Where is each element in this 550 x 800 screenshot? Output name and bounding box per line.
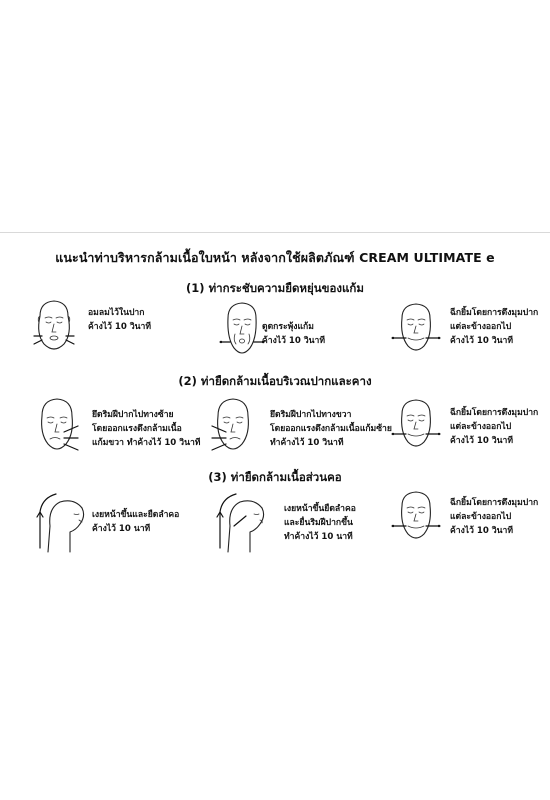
- caption-line: ค้างไว้ 10 วินาที: [88, 322, 152, 332]
- caption-line: ค้างไว้ 10 วินาที: [450, 436, 514, 446]
- face-wide-smile-icon: [388, 396, 444, 454]
- section-heading-neck: (3) ท่ายืดกล้ามเนื้อส่วนคอ: [208, 470, 342, 484]
- face-sucked-cheeks-icon: [218, 298, 266, 362]
- bottom-blank-band: [0, 566, 550, 800]
- caption-line: อมลมไว้ในปาก: [88, 308, 145, 318]
- caption-puffed-cheeks: [88, 306, 151, 334]
- caption-line: ยึดริมฝีปากไปทางซ้าย: [92, 410, 174, 420]
- caption-line: ฉีกยิ้มโดยการดึงมุมปาก: [450, 408, 539, 418]
- page-title: แนะนำท่าบริหารกล้ามเนื้อใบหน้า หลังจากใช้ผลิตภัณฑ์ CREAM ULTIMATE e: [55, 250, 495, 265]
- caption-tilt-pout: [284, 502, 356, 544]
- caption-line: ค้างไว้ 10 วินาที: [450, 336, 514, 346]
- caption-line: ค้างไว้ 10 วินาที: [450, 526, 514, 536]
- caption-line: เงยหน้าขึ้นยืดลำคอ: [284, 504, 356, 514]
- caption-line: เงยหน้าขึ้นและยืดลำคอ: [92, 510, 180, 520]
- section-heading-cheeks: (1) ท่ากระชับความยืดหยุ่นของแก้ม: [186, 281, 364, 295]
- caption-line: แต่ละข้างออกไป: [450, 512, 512, 522]
- caption-line: และยื่นริมฝีปากขึ้น: [284, 518, 353, 528]
- face-mouth-left-icon: [30, 394, 84, 458]
- head-tilt-back-icon: [30, 490, 90, 554]
- caption-line: ฉีกยิ้มโดยการดึงมุมปาก: [450, 498, 539, 508]
- caption-line: ทำค้างไว้ 10 นาที: [284, 532, 353, 542]
- caption-mouth-right: [270, 408, 392, 450]
- caption-line: ค้างไว้ 10 วินาที: [262, 336, 326, 346]
- top-blank-band: [0, 0, 550, 232]
- caption-wide-smile-2: [450, 406, 538, 448]
- head-tilt-pout-icon: [210, 490, 270, 554]
- caption-sucked-cheeks: [262, 320, 325, 348]
- face-mouth-right-icon: [206, 394, 260, 458]
- caption-line: ยึดริมฝีปากไปทางขวา: [270, 410, 352, 420]
- caption-line: แต่ละข้างออกไป: [450, 422, 512, 432]
- section-heading-mouth-chin: (2) ท่ายืดกล้ามเนื้อบริเวณปากและคาง: [178, 374, 372, 388]
- caption-line: ค้างไว้ 10 นาที: [92, 524, 151, 534]
- caption-line: ดูดกระพุ้งแก้ม: [262, 322, 314, 332]
- caption-line: ทำค้างไว้ 10 วินาที: [270, 438, 344, 448]
- face-wide-smile-icon: [388, 488, 444, 546]
- caption-line: โดยออกแรงดึงกล้ามเนื้อแก้มซ้าย: [270, 424, 392, 434]
- caption-line: ฉีกยิ้มโดยการดึงมุมปาก: [450, 308, 539, 318]
- caption-line: แก้มขวา ทำค้างไว้ 10 วินาที: [92, 438, 201, 448]
- caption-wide-smile-3: [450, 496, 538, 538]
- caption-wide-smile-1: [450, 306, 538, 348]
- face-wide-smile-icon: [388, 300, 444, 358]
- caption-mouth-left: [92, 408, 200, 450]
- caption-tilt-back: [92, 508, 179, 536]
- caption-line: แต่ละข้างออกไป: [450, 322, 512, 332]
- caption-line: โดยออกแรงดึงกล้ามเนื้อ: [92, 424, 182, 434]
- face-puffed-cheeks-icon: [30, 296, 78, 358]
